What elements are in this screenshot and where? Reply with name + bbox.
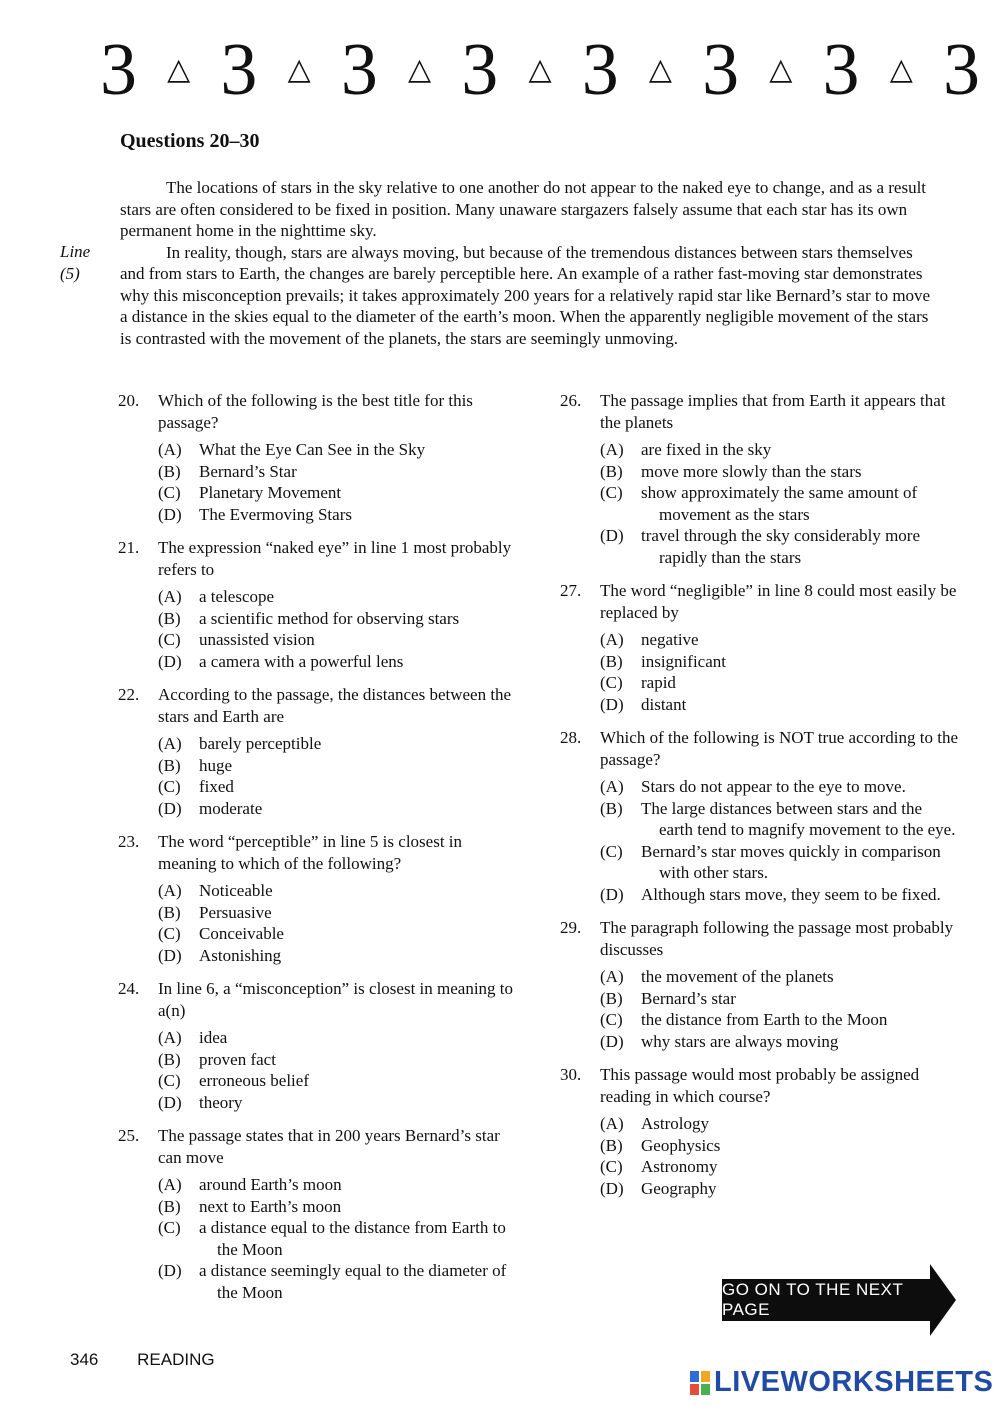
- reading-passage: [120, 177, 940, 349]
- option-text: a distance seemingly equal to the diameter of the Moon: [199, 1261, 507, 1302]
- option-letter: (D): [158, 1261, 182, 1280]
- answer-option[interactable]: [600, 1178, 960, 1200]
- question-text: In line 6, a “misconception” is closest in meaning to a(n): [158, 979, 514, 1020]
- answer-option[interactable]: [158, 586, 518, 608]
- answer-option[interactable]: [158, 608, 518, 630]
- section-header-band: [100, 30, 980, 110]
- option-text: are fixed in the sky: [641, 440, 772, 459]
- line-label: Line: [60, 242, 91, 261]
- option-letter: (C): [158, 924, 181, 943]
- option-text: move more slowly than the stars: [641, 461, 862, 481]
- question-stem: [118, 978, 518, 1021]
- question-stem: [118, 537, 518, 580]
- question-text: The word “negligible” in line 8 could most easily be replaced by: [600, 581, 957, 622]
- arrow-right-icon: [930, 1264, 956, 1336]
- option-letter: (C): [600, 1157, 623, 1176]
- section-number: 3: [702, 29, 740, 111]
- question-item: [560, 580, 960, 715]
- answer-option[interactable]: [158, 1217, 518, 1260]
- option-letter: (A): [600, 967, 624, 986]
- option-text: travel through the sky considerably more rapidly than the stars: [641, 526, 921, 567]
- option-letter: (D): [158, 798, 182, 818]
- option-letter: (D): [600, 526, 624, 545]
- option-letter: (B): [600, 1135, 623, 1155]
- answer-options: [158, 733, 518, 819]
- answer-option[interactable]: [158, 1174, 518, 1196]
- answer-options: [600, 439, 960, 568]
- option-letter: (C): [158, 1071, 181, 1090]
- option-letter: (B): [158, 461, 181, 481]
- question-item: [118, 390, 518, 525]
- answer-option[interactable]: [158, 923, 518, 945]
- answer-option[interactable]: [158, 1260, 518, 1303]
- section-number: 3: [220, 29, 258, 111]
- question-item: [118, 684, 518, 819]
- answer-option[interactable]: [600, 841, 960, 884]
- question-stem: [560, 580, 960, 623]
- answer-option[interactable]: [158, 733, 518, 755]
- answer-option[interactable]: [600, 798, 960, 841]
- passage-paragraph: The locations of stars in the sky relative to one another do not appear to the naked eye to change, and as a result stars are often considered to be fixed in position. Many unaware stargazers falsely assume that each star has its own permanent home in the nighttime sky.: [120, 178, 927, 240]
- answer-option[interactable]: [158, 1070, 518, 1092]
- option-text: erroneous belief: [199, 1071, 309, 1090]
- option-letter: (B): [158, 1049, 181, 1069]
- option-letter: (B): [158, 755, 181, 775]
- option-letter: (A): [158, 734, 182, 753]
- option-text: Conceivable: [199, 924, 284, 943]
- question-text: This passage would most probably be assigned reading in which course?: [600, 1065, 920, 1106]
- answer-option[interactable]: [158, 1196, 518, 1218]
- option-text: Geography: [641, 1178, 717, 1198]
- option-text: Astrology: [641, 1114, 709, 1133]
- question-text: The passage states that in 200 years Bernard’s star can move: [158, 1126, 500, 1167]
- answer-option[interactable]: [158, 1092, 518, 1114]
- question-text: The paragraph following the passage most probably discusses: [600, 918, 954, 959]
- section-number: 3: [340, 29, 378, 111]
- option-text: Astronomy: [641, 1157, 718, 1176]
- question-text: Which of the following is the best title for this passage?: [158, 391, 473, 432]
- option-letter: (C): [158, 1218, 181, 1237]
- answer-option[interactable]: [600, 651, 960, 673]
- section-number: 3: [581, 29, 619, 111]
- answer-option[interactable]: [158, 798, 518, 820]
- option-letter: (D): [158, 504, 182, 524]
- triangle-icon: △: [889, 52, 913, 87]
- answer-option[interactable]: [600, 1135, 960, 1157]
- option-text: Geophysics: [641, 1135, 721, 1155]
- question-stem: [118, 684, 518, 727]
- next-page-label: GO ON TO THE NEXT PAGE: [722, 1280, 904, 1319]
- answer-option[interactable]: [158, 439, 518, 461]
- answer-option[interactable]: [600, 1113, 960, 1135]
- option-letter: (D): [600, 694, 624, 714]
- question-number: 20.: [118, 391, 140, 410]
- triangle-icon: △: [769, 52, 793, 87]
- answer-option[interactable]: [600, 525, 960, 568]
- option-letter: (B): [158, 608, 181, 628]
- answer-option[interactable]: [600, 1156, 960, 1178]
- option-letter: (C): [158, 483, 181, 502]
- option-text: a scientific method for observing stars: [199, 608, 460, 628]
- answer-option[interactable]: [600, 461, 960, 483]
- answer-option[interactable]: [158, 880, 518, 902]
- question-number: 27.: [560, 581, 582, 600]
- option-letter: (C): [600, 673, 623, 692]
- option-text: a distance equal to the distance from Earth to the Moon: [199, 1218, 506, 1259]
- option-letter: (C): [158, 777, 181, 796]
- answer-option[interactable]: [158, 504, 518, 526]
- answer-option[interactable]: [158, 629, 518, 651]
- question-number: 28.: [560, 728, 582, 747]
- question-text: The passage implies that from Earth it appears that the planets: [600, 391, 946, 432]
- question-stem: [560, 1064, 960, 1107]
- answer-option[interactable]: [158, 651, 518, 673]
- question-number: 21.: [118, 538, 140, 557]
- option-text: Bernard’s star: [641, 988, 736, 1008]
- question-stem: [118, 390, 518, 433]
- passage-paragraph: In reality, though, stars are always moving, but because of the tremendous distances between stars themselves and from stars to Earth, the changes are barely perceptible here. An example of a rather fast-moving star demonstrates why this misconception prevails; it takes approximately 200 years for a relatively rapid star like Bernard’s star to move a distance in the skies equal to the diameter of the earth’s moon. When the apparently negligible movement of the stars is contrasted with the movement of the planets, the stars are seemingly unmoving.: [120, 242, 931, 348]
- answer-options: [600, 966, 960, 1052]
- answer-option[interactable]: [158, 1049, 518, 1071]
- answer-option[interactable]: [600, 629, 960, 651]
- option-text: Bernard’s star moves quickly in comparison with other stars.: [641, 841, 941, 882]
- question-number: 24.: [118, 979, 140, 998]
- option-letter: (B): [600, 461, 623, 481]
- question-number: 26.: [560, 391, 582, 410]
- option-text: Bernard’s Star: [199, 461, 297, 481]
- section-number: 3: [100, 29, 137, 111]
- answer-option[interactable]: [158, 776, 518, 798]
- option-letter: (B): [600, 988, 623, 1008]
- answer-option[interactable]: [158, 1027, 518, 1049]
- question-item: [118, 537, 518, 672]
- section-number: 3: [822, 29, 860, 111]
- triangle-icon: △: [648, 52, 672, 87]
- option-text: a telescope: [199, 587, 275, 606]
- answer-options: [600, 1113, 960, 1199]
- option-text: unassisted vision: [199, 630, 315, 649]
- option-letter: (C): [600, 1010, 623, 1029]
- answer-option[interactable]: [158, 945, 518, 967]
- questions-left-column: [118, 390, 518, 1315]
- question-item: [118, 978, 518, 1113]
- option-text: distant: [641, 694, 687, 714]
- question-text: The expression “naked eye” in line 1 most probably refers to: [158, 538, 512, 579]
- option-text: huge: [199, 755, 233, 775]
- triangle-icon: △: [287, 52, 311, 87]
- next-page-button[interactable]: [722, 1279, 934, 1321]
- option-text: barely perceptible: [199, 734, 322, 753]
- option-text: Astonishing: [199, 945, 282, 965]
- option-letter: (C): [600, 841, 623, 861]
- answer-option[interactable]: [600, 1031, 960, 1053]
- option-letter: (B): [600, 798, 623, 818]
- answer-option[interactable]: [600, 1009, 960, 1031]
- answer-options: [600, 629, 960, 715]
- option-letter: (B): [158, 902, 181, 922]
- question-item: [560, 917, 960, 1052]
- answer-options: [158, 586, 518, 672]
- section-title: Questions 20–30: [120, 130, 260, 152]
- option-text: the movement of the planets: [641, 967, 834, 986]
- option-letter: (A): [158, 440, 182, 459]
- page-number: 346: [70, 1350, 99, 1369]
- answer-options: [158, 880, 518, 966]
- answer-options: [158, 439, 518, 525]
- option-letter: (D): [158, 651, 182, 671]
- question-number: 30.: [560, 1065, 582, 1084]
- question-stem: [118, 1125, 518, 1168]
- option-letter: (B): [600, 651, 623, 671]
- section-number: 3: [942, 29, 980, 111]
- option-text: The large distances between stars and the earth tend to magnify movement to the eye.: [641, 798, 956, 839]
- option-text: rapid: [641, 673, 676, 692]
- question-text: Which of the following is NOT true according to the passage?: [600, 728, 959, 769]
- questions-right-column: [560, 390, 960, 1211]
- question-item: [560, 727, 960, 905]
- option-text: a camera with a powerful lens: [199, 651, 404, 671]
- line-number-label: (5): [60, 264, 80, 283]
- question-item: [560, 1064, 960, 1199]
- question-number: 22.: [118, 685, 140, 704]
- option-letter: (A): [600, 440, 624, 459]
- answer-option[interactable]: [600, 988, 960, 1010]
- option-letter: (A): [600, 630, 624, 649]
- section-name: READING: [137, 1350, 215, 1369]
- answer-option[interactable]: [600, 966, 960, 988]
- option-text: Stars do not appear to the eye to move.: [641, 777, 906, 796]
- option-letter: (D): [600, 884, 624, 904]
- option-letter: (D): [158, 1092, 182, 1112]
- option-letter: (B): [158, 1196, 181, 1216]
- option-text: theory: [199, 1092, 243, 1112]
- option-letter: (A): [158, 1028, 182, 1047]
- option-letter: (A): [600, 1114, 624, 1133]
- option-letter: (C): [158, 630, 181, 649]
- triangle-icon: △: [408, 52, 432, 87]
- answer-option[interactable]: [158, 902, 518, 924]
- question-number: 23.: [118, 832, 140, 851]
- question-number: 25.: [118, 1126, 140, 1145]
- question-item: [118, 1125, 518, 1303]
- option-text: Although stars move, they seem to be fixed.: [641, 884, 941, 904]
- answer-options: [158, 1027, 518, 1113]
- triangle-icon: △: [167, 52, 191, 87]
- answer-option[interactable]: [158, 482, 518, 504]
- answer-option[interactable]: [158, 755, 518, 777]
- question-stem: [560, 727, 960, 770]
- answer-option[interactable]: [600, 776, 960, 798]
- question-text: According to the passage, the distances between the stars and Earth are: [158, 685, 512, 726]
- question-number: 29.: [560, 918, 582, 937]
- option-text: fixed: [199, 777, 234, 796]
- option-letter: (D): [600, 1031, 624, 1051]
- option-text: Persuasive: [199, 902, 272, 922]
- option-letter: (A): [158, 1175, 182, 1194]
- option-letter: (D): [158, 945, 182, 965]
- option-text: why stars are always moving: [641, 1031, 839, 1051]
- option-text: negative: [641, 630, 699, 649]
- option-letter: (A): [158, 587, 182, 606]
- option-letter: (C): [600, 483, 623, 502]
- answer-option[interactable]: [600, 482, 960, 525]
- triangle-icon: △: [528, 52, 552, 87]
- option-text: Noticeable: [199, 881, 273, 900]
- answer-options: [600, 776, 960, 905]
- option-text: next to Earth’s moon: [199, 1196, 342, 1216]
- answer-option[interactable]: [600, 439, 960, 461]
- brand-logo: [690, 1366, 993, 1399]
- question-stem: [560, 390, 960, 433]
- brand-name: LIVEWORKSHEETS: [714, 1366, 994, 1398]
- option-letter: (A): [158, 881, 182, 900]
- option-text: Planetary Movement: [199, 483, 342, 502]
- option-text: proven fact: [199, 1049, 276, 1069]
- question-item: [118, 831, 518, 966]
- answer-option[interactable]: [600, 694, 960, 716]
- option-text: What the Eye Can See in the Sky: [199, 440, 426, 459]
- answer-option[interactable]: [158, 461, 518, 483]
- liveworksheets-icon: [690, 1371, 710, 1395]
- option-text: moderate: [199, 798, 263, 818]
- answer-options: [158, 1174, 518, 1303]
- question-stem: [560, 917, 960, 960]
- answer-option[interactable]: [600, 672, 960, 694]
- option-text: idea: [199, 1028, 228, 1047]
- answer-option[interactable]: [600, 884, 960, 906]
- question-item: [560, 390, 960, 568]
- option-text: around Earth’s moon: [199, 1175, 342, 1194]
- option-letter: (A): [600, 777, 624, 796]
- section-number: 3: [461, 29, 499, 111]
- option-text: the distance from Earth to the Moon: [641, 1010, 888, 1029]
- question-text: The word “perceptible” in line 5 is closest in meaning to which of the following?: [158, 832, 463, 873]
- question-stem: [118, 831, 518, 874]
- option-text: The Evermoving Stars: [199, 504, 352, 524]
- page-footer: [70, 1350, 215, 1370]
- option-text: insignificant: [641, 651, 726, 671]
- option-text: show approximately the same amount of movement as the stars: [641, 483, 918, 524]
- option-letter: (D): [600, 1178, 624, 1198]
